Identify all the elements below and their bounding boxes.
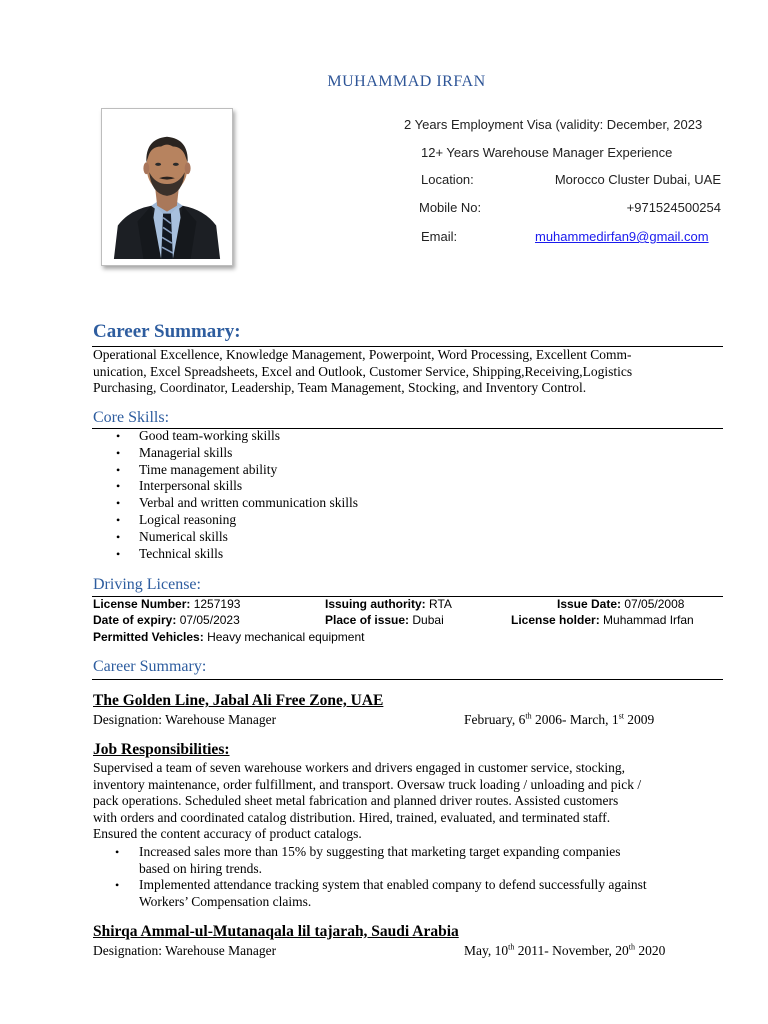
career-summary-line: Operational Excellence, Knowledge Management, Powerpoint, Word Processing, Excellent Comm- (93, 347, 632, 362)
mobile-value: +971524500254 (626, 200, 721, 215)
experience-heading: Career Summary: (93, 658, 207, 675)
job-responsibilities-heading: Job Responsibilities: (93, 741, 230, 758)
bullet-icon: • (116, 429, 121, 443)
driving-license-heading: Driving License: (93, 576, 201, 593)
permitted-vehicles: Permitted Vehicles: Heavy mechanical equipment (93, 630, 365, 644)
list-item: • Managerial skills (116, 444, 233, 460)
list-item: • Time management ability (116, 461, 278, 477)
bullet-icon: • (116, 445, 121, 460)
email-label: Email: (421, 229, 458, 244)
location-value: Morocco Cluster Dubai, UAE (554, 172, 721, 187)
issuing-authority: Issuing authority: RTA (325, 597, 452, 611)
bullet-icon: • (116, 496, 121, 511)
issue-date: Issue Date: 07/05/2008 (557, 597, 685, 611)
core-skills-list (92, 428, 358, 562)
job2-dates: May, 10th 2011- November, 20th 2020 (464, 942, 666, 958)
visa-info: 2 Years Employment Visa (validity: December, 2023 (404, 117, 703, 132)
bullet-icon: • (116, 479, 121, 494)
experience-info: 12+ Years Warehouse Manager Experience (421, 145, 673, 160)
job1-designation: Designation: Warehouse Manager (93, 712, 277, 727)
list-item: • Verbal and written communication skills (116, 495, 358, 511)
career-summary-heading: Career Summary: (93, 321, 241, 342)
license-holder: License holder: Muhammad Irfan (511, 613, 694, 627)
job1-company: The Golden Line, Jabal Ali Free Zone, UAE (93, 692, 384, 709)
list-item: • Good team-working skills (116, 428, 280, 443)
email-link[interactable]: muhammedirfan9@gmail.com (535, 229, 709, 244)
expiry-date: Date of expiry: 07/05/2023 (93, 613, 240, 627)
experience-divider (92, 679, 723, 680)
location-label: Location: (421, 172, 474, 187)
responsibilities-text: Supervised a team of seven warehouse workers and drivers engaged in customer service, stocking, inventory maintenance, order fulfillment, and transport. Oversaw truck loading / unloading and pick / pack operations. Scheduled sheet metal fabrication and planned driver routes. Assisted customers with orders and coordinated catalog distribution. Hired, trained, evaluated, and terminated staff. Ensured the content accuracy of product catalogs. (93, 760, 642, 841)
list-item: • Numerical skills (116, 528, 228, 544)
list-item: • Interpersonal skills (116, 478, 243, 494)
place-of-issue: Place of issue: Dubai (325, 613, 444, 627)
job1-dates: February, 6th 2006- March, 1st 2009 (464, 711, 655, 727)
list-item: • Technical skills (116, 545, 224, 561)
candidate-name: MUHAMMAD IRFAN (327, 73, 486, 90)
core-skills-heading: Core Skills: (93, 409, 170, 426)
bullet-icon: • (116, 462, 121, 477)
bullet-icon: • (116, 529, 121, 544)
bullet-icon: • (116, 546, 121, 561)
bullet-icon: • (115, 878, 120, 892)
job2-company: Shirqa Ammal-ul-Mutanaqala lil tajarah, Saudi Arabia (93, 923, 459, 940)
list-item: • Logical reasoning (116, 511, 237, 527)
bullet-icon: • (116, 512, 121, 527)
career-summary-line: Purchasing, Coordinator, Leadership, Team Management, Stocking, and Inventory Control. (93, 380, 587, 395)
profile-photo (101, 108, 233, 266)
license-number: License Number: 1257193 (93, 597, 241, 611)
mobile-label: Mobile No: (419, 200, 482, 215)
career-summary-text (93, 347, 632, 397)
list-item: • Implemented attendance tracking system that enabled company to defend successfully against Workers’ Compensation claims. (115, 877, 647, 909)
bullet-icon: • (115, 845, 120, 859)
portrait-image (108, 115, 226, 259)
career-summary-line: unication, Excel Spreadsheets, Excel and Outlook, Customer Service, Shipping,Receiving,Logistics (93, 363, 633, 379)
list-item: • Increased sales more than 15% by suggesting that marketing target expanding companies based on hiring trends. (115, 844, 621, 876)
job2-designation: Designation: Warehouse Manager (93, 943, 277, 958)
